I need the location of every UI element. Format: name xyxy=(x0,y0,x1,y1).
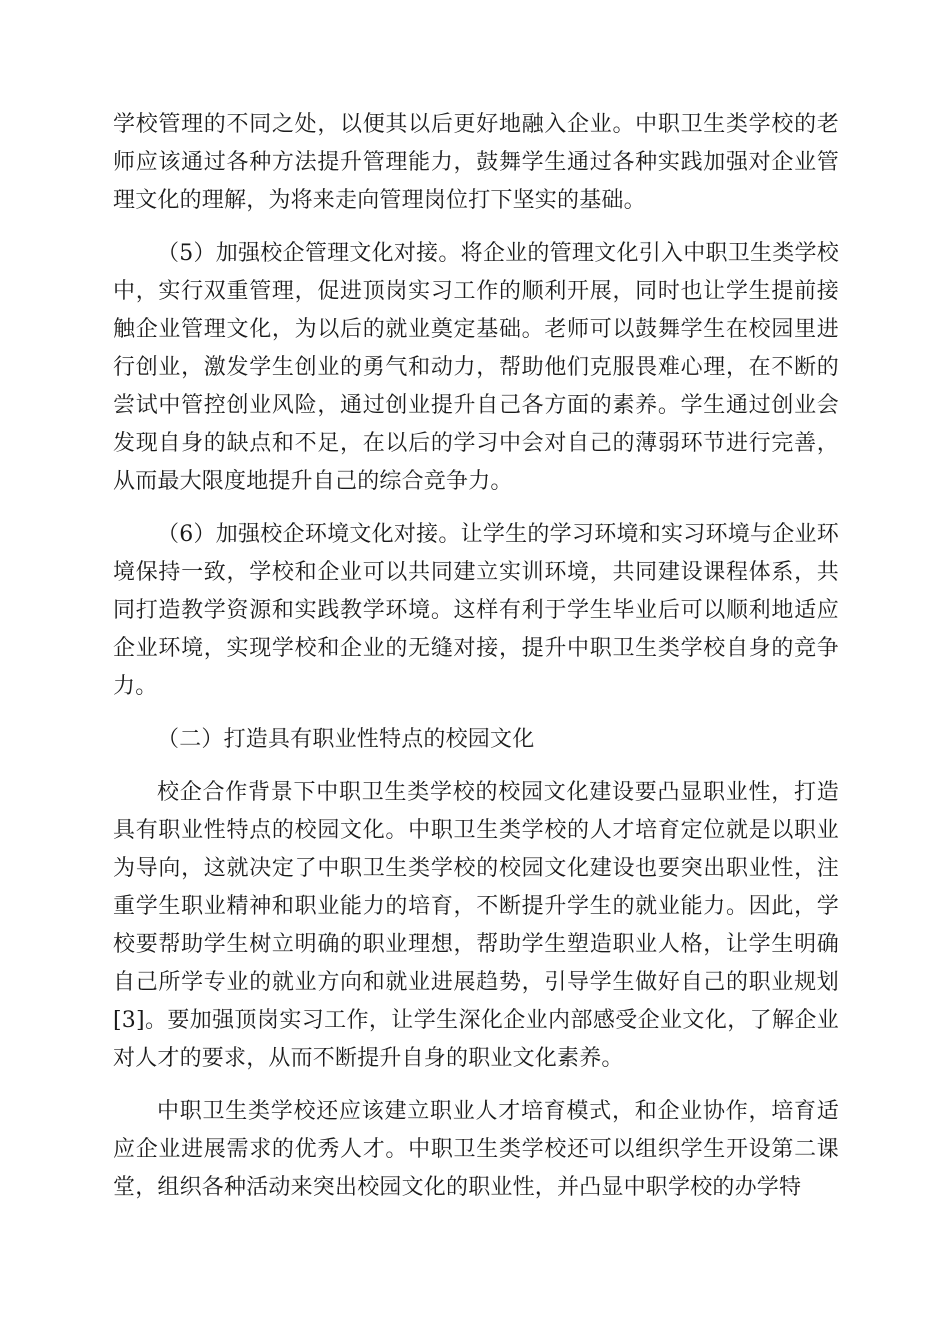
section-heading: （二）打造具有职业性特点的校园文化 xyxy=(157,727,535,752)
paragraph-item-6: （6）加强校企环境文化对接。让学生的学习环境和实习环境与企业环境保持一致，学校和企业可以共同建立实训环境，共同建设课程体系，共同打造教学资源和实践教学环境。这样有利于学生毕业后可以顺利地适应企业环境，实现学校和企业的无缝对接，提升中职卫生类学校自身的竞争力。 xyxy=(113,522,839,699)
paragraph-talent-model: 中职卫生类学校还应该建立职业人才培育模式，和企业协作，培育适应企业进展需求的优秀人才。中职卫生类学校还可以组织学生开设第二课堂，组织各种活动来突出校园文化的职业性，并凸显中职学校的办学特 xyxy=(113,1099,839,1200)
document-body xyxy=(113,106,839,1222)
paragraph-campus-culture: 校企合作背景下中职卫生类学校的校园文化建设要凸显职业性，打造具有职业性特点的校园文化。中职卫生类学校的人才培育定位就是以职业为导向，这就决定了中职卫生类学校的校园文化建设也要突出职业性，注重学生职业精神和职业能力的培育，不断提升学生的就业能力。因此，学校要帮助学生树立明确的职业理想，帮助学生塑造职业人格，让学生明确自己所学专业的就业方向和就业进展趋势，引导学生做好自己的职业规划[3]。要加强顶岗实习工作，让学生深化企业内部感受企业文化，了解企业对人才的要求，从而不断提升自身的职业文化素养。 xyxy=(113,780,839,1071)
paragraph-management-continuation: 学校管理的不同之处，以便其以后更好地融入企业。中职卫生类学校的老师应该通过各种方法提升管理能力，鼓舞学生通过各种实践加强对企业管理文化的理解，为将来走向管理岗位打下坚实的基础。 xyxy=(113,112,839,213)
paragraph-item-5: （5）加强校企管理文化对接。将企业的管理文化引入中职卫生类学校中，实行双重管理，促进顶岗实习工作的顺利开展，同时也让学生提前接触企业管理文化，为以后的就业奠定基础。老师可以鼓舞学生在校园里进行创业，激发学生创业的勇气和动力，帮助他们克服畏难心理，在不断的尝试中管控创业风险，通过创业提升自己各方面的素养。学生通过创业会发现自身的缺点和不足，在以后的学习中会对自己的薄弱环节进行完善，从而最大限度地提升自己的综合竞争力。 xyxy=(113,241,839,494)
